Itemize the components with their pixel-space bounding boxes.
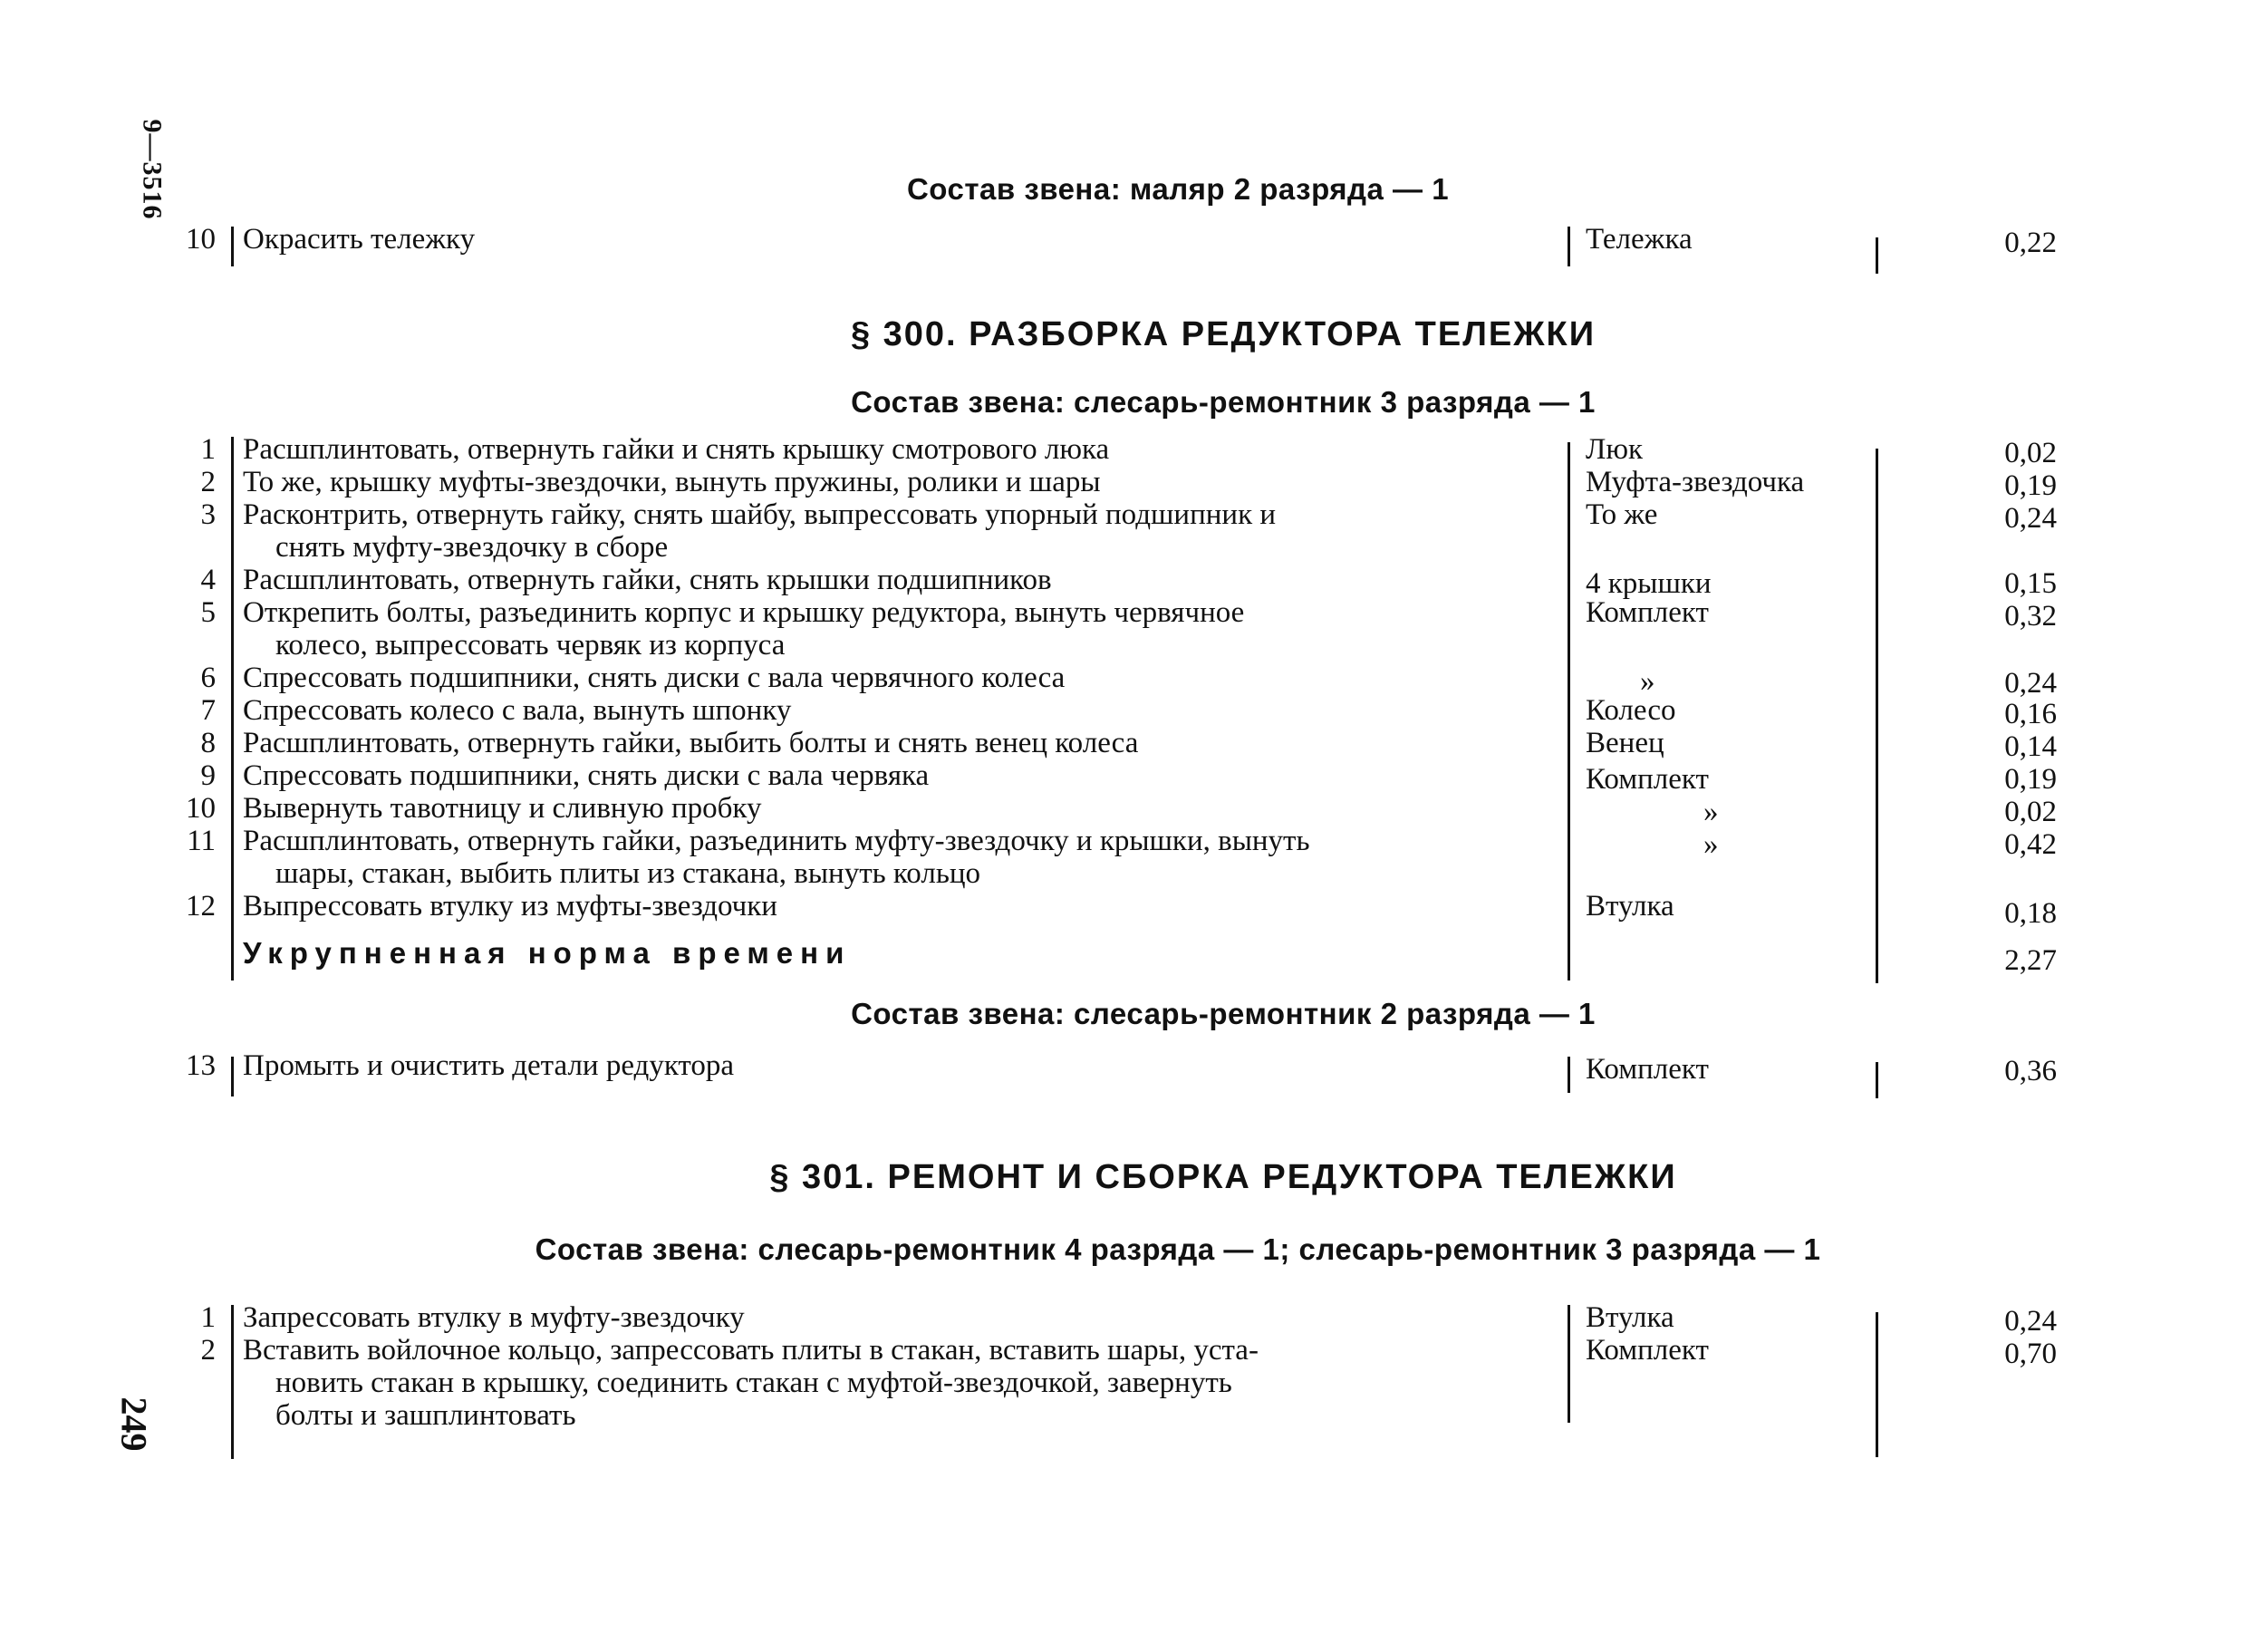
composition-s301: Состав звена: слесарь-ремонтник 4 разряда — 1; слесарь-ремонтник 3 разряда — 1 xyxy=(535,1232,1821,1266)
row-value: 0,18 xyxy=(2004,897,2057,930)
column-divider xyxy=(231,227,234,266)
row-unit: Комплект xyxy=(1586,763,1709,796)
column-divider xyxy=(231,437,234,981)
row-value: 0,15 xyxy=(2004,567,2057,600)
column-divider xyxy=(1876,237,1878,274)
row-unit: Тележка xyxy=(1586,223,1693,256)
row-description: Запрессовать втулку в муфту-звездочку xyxy=(243,1301,745,1334)
row-unit: » xyxy=(1703,828,1719,861)
page-number: 249 xyxy=(113,1396,155,1452)
row-value: 0,36 xyxy=(2004,1055,2057,1087)
column-divider xyxy=(1876,449,1878,983)
row-value: 0,42 xyxy=(2004,828,2057,861)
row-unit: Муфта-звездочка xyxy=(1586,466,1805,498)
row-description: Выпрессовать втулку из муфты-звездочки xyxy=(243,890,777,923)
row-unit: Комплект xyxy=(1586,1053,1709,1086)
row-value: 0,32 xyxy=(2004,600,2057,633)
column-divider xyxy=(1568,442,1570,981)
composition-s300-2: Состав звена: слесарь-ремонтник 2 разряда — 1 xyxy=(851,997,1596,1030)
row-description: Открепить болты, разъединить корпус и крышку редуктора, вынуть червячное xyxy=(243,596,1245,629)
row-unit: » xyxy=(1640,665,1655,698)
row-number: 9 xyxy=(200,759,216,792)
row-value: 0,70 xyxy=(2004,1338,2057,1370)
row-description: Расшплинтовать, отвернуть гайки и снять крышку смотрового люка xyxy=(243,433,1110,466)
row-description: Вставить войлочное кольцо, запрессовать плиты в стакан, вставить шары, уста- xyxy=(243,1334,1259,1367)
row-description: Расшплинтовать, отвернуть гайки, выбить болты и снять венец колеса xyxy=(243,727,1139,759)
row-number: 2 xyxy=(200,1334,216,1367)
column-divider xyxy=(1876,1312,1878,1457)
row-number: 8 xyxy=(200,727,216,759)
row-number: 4 xyxy=(200,564,216,596)
row-unit: То же xyxy=(1586,498,1658,531)
row-description: Спрессовать колесо с вала, вынуть шпонку xyxy=(243,694,792,727)
row-unit: Люк xyxy=(1586,433,1644,466)
row-number: 2 xyxy=(200,466,216,498)
side-code-label: 9—3516 xyxy=(137,119,168,220)
row-unit: Втулка xyxy=(1586,1301,1674,1334)
row-number: 1 xyxy=(200,433,216,466)
column-divider xyxy=(1568,227,1570,266)
row-unit: Комплект xyxy=(1586,1334,1709,1367)
row-description: Расшплинтовать, отвернуть гайки, разъединить муфту-звездочку и крышки, вынуть xyxy=(243,825,1310,857)
row-value: 0,24 xyxy=(2004,667,2057,700)
row-number: 5 xyxy=(200,596,216,629)
row-value: 0,19 xyxy=(2004,763,2057,796)
column-divider xyxy=(1876,1062,1878,1098)
row-value: 0,16 xyxy=(2004,698,2057,730)
row-value: 0,19 xyxy=(2004,469,2057,502)
row-description: Расшплинтовать, отвернуть гайки, снять крышки подшипников xyxy=(243,564,1052,596)
row-number: 10 xyxy=(186,792,216,825)
row-description: Расконтрить, отвернуть гайку, снять шайбу, выпрессовать упорный подшипник и xyxy=(243,498,1277,531)
row-description: Промыть и очистить детали редуктора xyxy=(243,1049,735,1082)
row-unit: » xyxy=(1703,796,1719,828)
section-301-title: § 301. РЕМОНТ И СБОРКА РЕДУКТОРА ТЕЛЕЖКИ xyxy=(769,1158,1677,1196)
row-description-continued: снять муфту-звездочку в сборе xyxy=(275,531,669,564)
row-unit: Венец xyxy=(1586,727,1664,759)
row-unit: Колесо xyxy=(1586,694,1676,727)
row-number: 7 xyxy=(200,694,216,727)
composition-s300: Состав звена: слесарь-ремонтник 3 разряда — 1 xyxy=(851,385,1596,419)
composition-painter: Состав звена: маляр 2 разряда — 1 xyxy=(906,172,1450,206)
row-number: 12 xyxy=(186,890,216,923)
row-unit: Комплект xyxy=(1586,596,1709,629)
row-unit: Втулка xyxy=(1586,890,1674,923)
row-description: То же, крышку муфты-звездочки, вынуть пружины, ролики и шары xyxy=(243,466,1101,498)
row-value: 0,24 xyxy=(2004,502,2057,535)
row-description-continued: шары, стакан, выбить плиты из стакана, вынуть кольцо xyxy=(275,857,981,890)
row-number: 3 xyxy=(200,498,216,531)
row-value: 0,22 xyxy=(2004,227,2057,259)
section-300-title: § 300. РАЗБОРКА РЕДУКТОРА ТЕЛЕЖКИ xyxy=(850,315,1597,353)
row-value: 0,24 xyxy=(2004,1305,2057,1338)
row-unit: 4 крышки xyxy=(1586,567,1712,600)
column-divider xyxy=(231,1057,234,1097)
row-number: 10 xyxy=(186,223,216,256)
row-value: 0,02 xyxy=(2004,437,2057,469)
row-number: 1 xyxy=(200,1301,216,1334)
column-divider xyxy=(231,1305,234,1459)
row-description-continued: болты и зашплинтовать xyxy=(275,1399,576,1432)
row-number: 6 xyxy=(200,662,216,694)
total-label: Укрупненная норма времени xyxy=(243,936,852,970)
total-value: 2,27 xyxy=(2004,944,2057,977)
row-number: 13 xyxy=(186,1049,216,1082)
row-description: Спрессовать подшипники, снять диски с вала червячного колеса xyxy=(243,662,1066,694)
row-description: Спрессовать подшипники, снять диски с вала червяка xyxy=(243,759,930,792)
row-number: 11 xyxy=(187,825,216,857)
column-divider xyxy=(1568,1057,1570,1093)
row-value: 0,02 xyxy=(2004,796,2057,828)
row-description: Вывернуть тавотницу и сливную пробку xyxy=(243,792,762,825)
row-description-continued: новить стакан в крышку, соединить стакан с муфтой-звездочкой, завернуть xyxy=(275,1367,1232,1399)
row-description: Окрасить тележку xyxy=(243,223,476,256)
row-value: 0,14 xyxy=(2004,730,2057,763)
row-description-continued: колесо, выпрессовать червяк из корпуса xyxy=(275,629,786,662)
